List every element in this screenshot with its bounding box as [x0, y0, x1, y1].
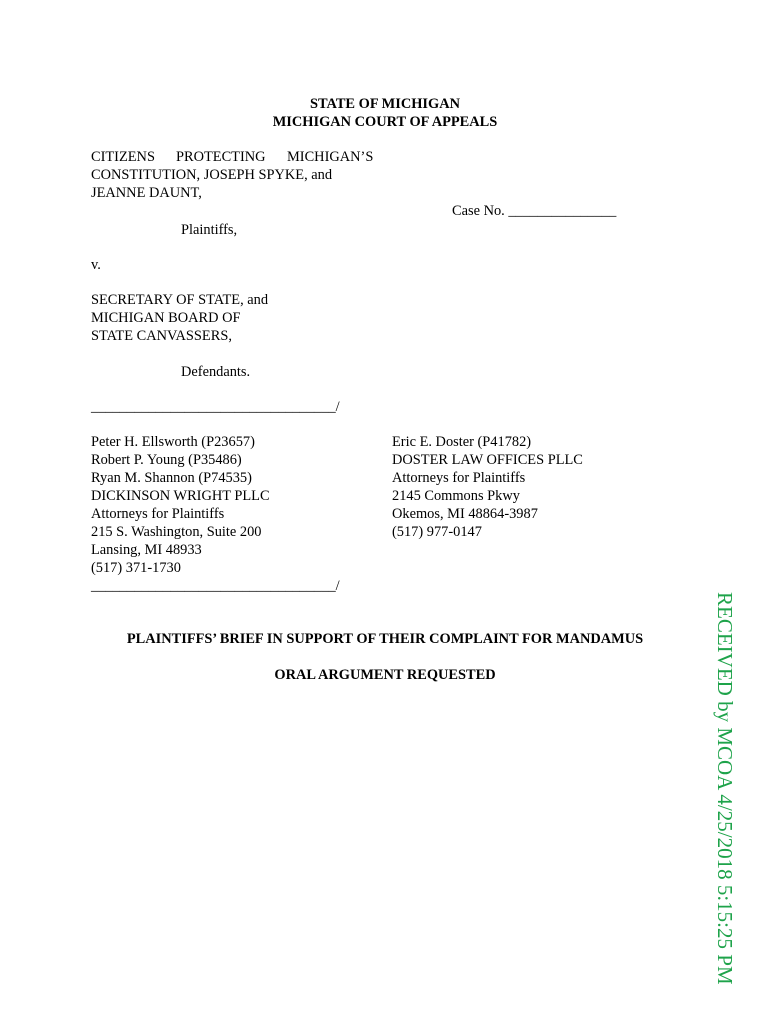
- plaintiff-word-1: CITIZENS: [91, 149, 155, 165]
- counsel-left-3: Ryan M. Shannon (P74535): [91, 470, 252, 486]
- plaintiff-line-2: CONSTITUTION, JOSEPH SPYKE, and: [91, 167, 333, 183]
- counsel-left-8: (517) 371-1730: [91, 560, 181, 576]
- brief-title: PLAINTIFFS’ BRIEF IN SUPPORT OF THEIR COMPLAINT FOR MANDAMUS: [126, 631, 644, 647]
- plaintiff-word-2: PROTECTING: [176, 149, 266, 165]
- plaintiff-line-3: JEANNE DAUNT,: [91, 185, 202, 201]
- defendant-line-1: SECRETARY OF STATE, and: [91, 292, 269, 308]
- counsel-left-4: DICKINSON WRIGHT PLLC: [91, 488, 270, 504]
- counsel-left-5: Attorneys for Plaintiffs: [91, 506, 225, 522]
- case-number: Case No. _______________: [452, 203, 617, 219]
- caption-separator: __________________________________/: [91, 399, 340, 415]
- court-heading: MICHIGAN COURT OF APPEALS: [272, 114, 498, 130]
- received-stamp: RECEIVED by MCOA 4/25/2018 5:15:25 PM: [713, 592, 737, 985]
- defendant-line-3: STATE CANVASSERS,: [91, 328, 232, 344]
- plaintiff-word-3: MICHIGAN’S: [287, 149, 374, 165]
- counsel-left-2: Robert P. Young (P35486): [91, 452, 242, 468]
- counsel-left-7: Lansing, MI 48933: [91, 542, 202, 558]
- defendants-role: Defendants.: [181, 364, 251, 380]
- counsel-right-6: (517) 977-0147: [392, 524, 482, 540]
- oral-argument-note: ORAL ARGUMENT REQUESTED: [274, 667, 496, 683]
- counsel-left-1: Peter H. Ellsworth (P23657): [91, 434, 255, 450]
- counsel-right-4: 2145 Commons Pkwy: [392, 488, 520, 504]
- counsel-right-2: DOSTER LAW OFFICES PLLC: [392, 452, 583, 468]
- counsel-right-1: Eric E. Doster (P41782): [392, 434, 532, 450]
- plaintiffs-role: Plaintiffs,: [181, 222, 238, 238]
- versus-label: v.: [91, 257, 101, 273]
- counsel-separator: __________________________________/: [91, 578, 340, 594]
- state-heading: STATE OF MICHIGAN: [309, 96, 461, 112]
- defendant-line-2: MICHIGAN BOARD OF: [91, 310, 241, 326]
- counsel-right-5: Okemos, MI 48864-3987: [392, 506, 538, 522]
- counsel-right-3: Attorneys for Plaintiffs: [392, 470, 526, 486]
- counsel-left-6: 215 S. Washington, Suite 200: [91, 524, 262, 540]
